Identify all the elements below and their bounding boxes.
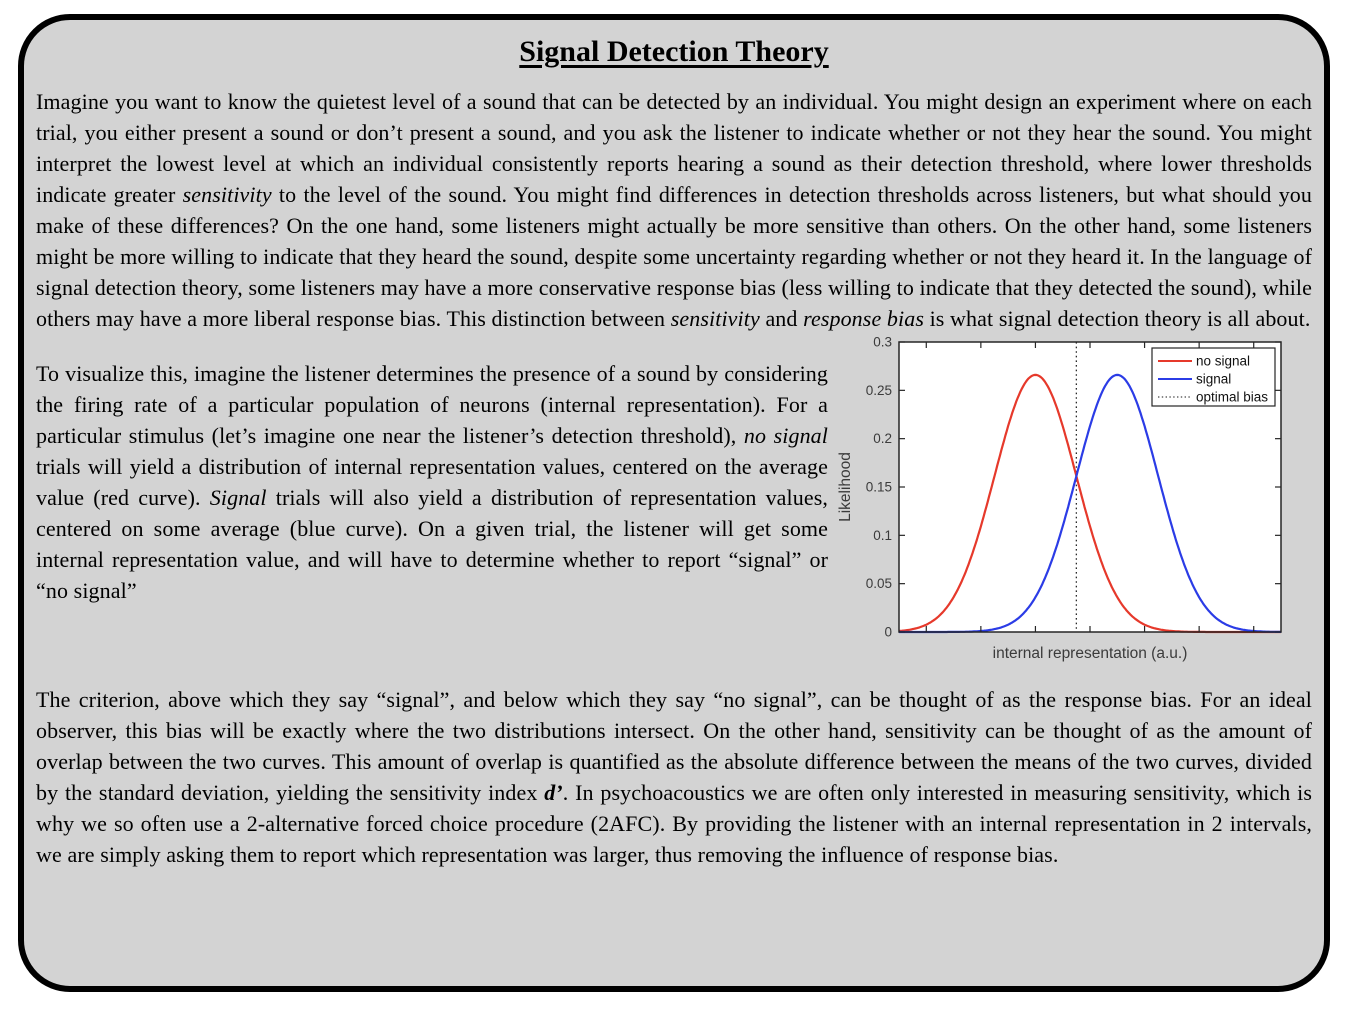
y-tick-label: 0.25 <box>865 382 892 398</box>
y-tick-label: 0.3 <box>873 334 892 350</box>
likelihood-chart <box>836 330 1312 674</box>
y-tick-label: 0.2 <box>873 431 892 447</box>
legend-label: optimal bias <box>1196 389 1269 405</box>
y-tick-label: 0.15 <box>865 479 892 495</box>
x-axis-label: internal representation (a.u.) <box>992 645 1188 662</box>
content-box <box>18 14 1330 992</box>
y-tick-label: 0 <box>884 624 892 640</box>
legend-label: no signal <box>1196 353 1251 369</box>
likelihood-chart-svg <box>836 330 1312 674</box>
y-tick-label: 0.05 <box>865 576 892 592</box>
page-title: Signal Detection Theory <box>519 35 829 68</box>
middle-row <box>36 334 1312 674</box>
paragraph-criterion: The criterion, above which they say “signal”, and below which they say “no signal”, can be thought of as the response bias. For an ideal observer, this bias will be exactly where the two distributions intersect. On the other hand, sensitivity can be thought of as the amount of overlap between the two curves. This amount of overlap is quantified as the absolute difference between the means of the two curves, divided by the standard deviation, yielding the sensitivity index d’. In psychoacoustics we are often only interested in measuring sensitivity, which is why we so often use a 2-alternative forced choice procedure (2AFC). By providing the listener with an internal representation in 2 intervals, we are simply asking them to report which representation was larger, thus removing the influence of response bias. <box>36 687 1312 867</box>
paragraph-intro: Imagine you want to know the quietest level of a sound that can be detected by an individual. You might design an experiment where on each trial, you either present a sound or don’t present a sound, and you ask the listener to indicate whether or not they hear the sound. You might interpret the lowest level at which an individual consistently reports hearing a sound as their detection threshold, where lower thresholds indicate greater sensitivity to the level of the sound. You might find differences in detection thresholds across listeners, but what should you make of these differences? On the one hand, some listeners might actually be more sensitive than others. On the other hand, some listeners might be more willing to indicate that they heard the sound, despite some uncertainty regarding whether or not they heard it. In the language of signal detection theory, some listeners may have a more conservative response bias (less willing to indicate that they detected the sound), while others may have a more liberal response bias. This distinction between sensitivity and response bias is what signal detection theory is all about. <box>36 89 1313 331</box>
y-axis-label: Likelihood <box>837 452 854 522</box>
legend-label: signal <box>1196 371 1232 387</box>
paragraph-visualize: To visualize this, imagine the listener determines the presence of a sound by considering the firing rate of a particular population of neurons (internal representation). For a particular stimulus (let’s imagine one near the listener’s detection threshold), no signal trials will yield a distribution of internal representation values, centered on the average value (red curve). Signal trials will also yield a distribution of representation values, centered on some average (blue curve). On a given trial, the listener will get some internal representation value, and will have to determine whether to report “signal” or “no signal” <box>36 361 828 603</box>
y-tick-label: 0.1 <box>873 527 892 543</box>
